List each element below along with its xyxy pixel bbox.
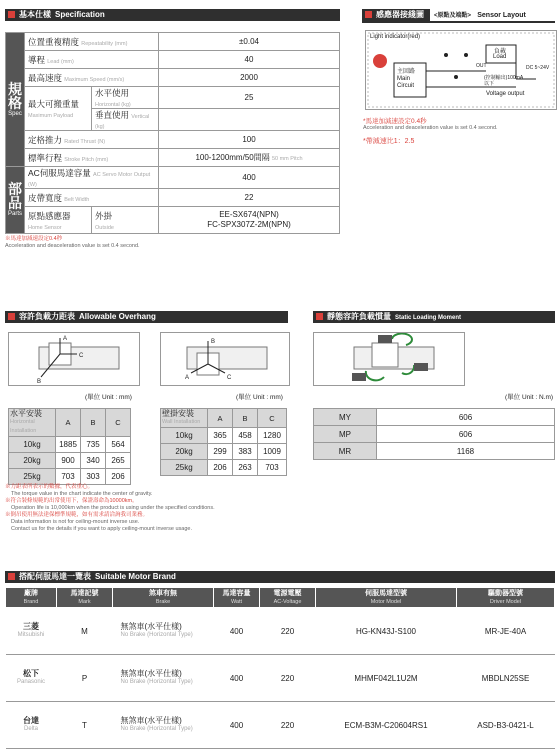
table-row: 松下 Panasonic P 無煞車(水平仕樣) No Brake (Horizontal Type) 400 220 MHMF042L1U2M MBDLN25SE bbox=[6, 655, 555, 702]
header-marker-icon bbox=[8, 313, 15, 320]
horizontal-overhang-diagram bbox=[8, 332, 140, 386]
svg-text:C: C bbox=[227, 375, 232, 381]
parts-side-label: 部品 Parts bbox=[6, 167, 25, 234]
svg-text:A: A bbox=[63, 336, 68, 342]
spec-value: 25 bbox=[159, 87, 340, 109]
red-indicator-icon bbox=[373, 54, 387, 68]
static-moment-diagram bbox=[313, 332, 465, 386]
static-header: 靜態容許負載慣量 Static Loading Moment bbox=[313, 311, 555, 323]
table-row: 20kg 299 383 1009 bbox=[161, 444, 287, 460]
table-row: 25kg 703 303 206 bbox=[9, 469, 131, 485]
table-row: 10kg 1885 735 564 bbox=[9, 437, 131, 453]
spec-value: ±0.04 bbox=[159, 33, 340, 51]
overhang-unit: (單位 Unit : mm) bbox=[236, 394, 283, 401]
spec-row-label: 皮帶寬度 Belt Width bbox=[25, 189, 159, 207]
table-row: 25kg 206 263 703 bbox=[161, 460, 287, 476]
spec-value: 100 bbox=[159, 131, 340, 149]
sensor-header: 感應器接綫圖 <原點及端點> Sensor Layout bbox=[362, 9, 555, 23]
header-marker-icon bbox=[8, 573, 15, 580]
spec-row-label: 垂直使用 Vertical (kg) bbox=[92, 109, 159, 131]
spec-value bbox=[159, 109, 340, 131]
spec-row-label: 原點感應器 Home Sensor bbox=[25, 207, 92, 234]
overhang-notes: ※力距表所表示的數據，代表重心。 The torque value in the chart indicate the center of gravity. ※符合裝條規範的出常使用下，保證壽命為10000km。 Operation life is 10,000km when the product is using under the specified conditions. ※倒吊使用無法達保標準規範，如有需求請洽詢我司業務。 Data information is not for ceiling-mount inverse use. Contact us for the details if you want to apply ceiling-mount inverse usage. bbox=[5, 484, 215, 532]
spec-row-label: 標準行程 Stroke Pitch (mm) bbox=[25, 149, 159, 167]
table-row: 20kg 900 340 265 bbox=[9, 453, 131, 469]
spec-header: 基本仕樣 Specification bbox=[5, 9, 340, 21]
motor-header: 搭配伺服馬達一覽表 Suitable Motor Brand bbox=[5, 571, 555, 583]
spec-note: ※馬達加減速設定0.4秒 Acceleration and deaceleration value is set 0.4 second. bbox=[5, 236, 140, 249]
spec-value: 2000 bbox=[159, 69, 340, 87]
spec-value: 40 bbox=[159, 51, 340, 69]
header-marker-icon bbox=[8, 11, 15, 18]
table-title: 壁掛安裝 Wall Installation bbox=[161, 409, 208, 428]
svg-text:A: A bbox=[185, 375, 190, 381]
overhang-unit: (單位 Unit : mm) bbox=[85, 394, 132, 401]
svg-text:B: B bbox=[37, 379, 42, 385]
spec-value: 400 bbox=[159, 167, 340, 189]
table-title: 水平安裝 Horizontal Installation bbox=[9, 409, 56, 437]
spec-outside-label: 外掛 Outside bbox=[92, 207, 159, 234]
spec-payload-label: 最大可搬重量 Maximum Payload bbox=[25, 87, 92, 131]
spec-table bbox=[5, 32, 340, 234]
static-table bbox=[313, 408, 555, 460]
sensor-notes: *馬達加減速設定0.4秒 Acceleration and deaceleration value is set 0.4 second. *帶減速比1：2.5 bbox=[363, 118, 498, 145]
spec-row-label: 最高速度 Maximum Speed (mm/s) bbox=[25, 69, 159, 87]
svg-text:C: C bbox=[79, 353, 84, 359]
table-row: MP 606 bbox=[314, 426, 555, 443]
table-row: MY 606 bbox=[314, 409, 555, 426]
overhang-header: 容許負載力距表 Allowable Overhang bbox=[5, 311, 288, 323]
wall-install-table: 壁掛安裝 Wall Installation A B C 10kg 365 458 1280 20kg 299 383 1009 25kg 206 263 703 bbox=[160, 408, 287, 476]
table-row: MR 1168 bbox=[314, 443, 555, 460]
header-marker-icon bbox=[365, 11, 372, 18]
spec-row-label: 水平使用 Horizontal (kg) bbox=[92, 87, 159, 109]
spec-row-label: 導程 Lead (mm) bbox=[25, 51, 159, 69]
table-row: 三菱 Mitsubishi M 無煞車(水平仕樣) No Brake (Horizontal Type) 400 220 HG-KN43J-S100 MR-JE-40A bbox=[6, 608, 555, 655]
spec-side-label: 規格 Spec bbox=[6, 33, 25, 167]
spec-row-label: AC伺服馬達容量 AC Servo Motor Output (W) bbox=[25, 167, 159, 189]
motor-table: 廠牌 Brand 馬達記號 Mark 煞車有無 Brake 馬達容量 Watt 電源電壓 AC-Voltage 伺服馬達型號 Motor Model 驅動器型號 Driver Model 三菱 Mitsubishi M 無煞車(水平仕樣) No Brake (Horizontal Type) 400 220 HG-KN43J-S100 MR-JE-40A 松下 Panasonic P 無煞車(水平仕樣) No Brake (Horizontal Type) 400 220 MHMF042L1U2M MBDLN25SE 台達 Delta T 無煞車(水平仕樣) No Brake (Horizontal Type) 400 220 ECM-B3M-C20604RS1 ASD-B3-0421-L bbox=[5, 587, 555, 749]
table-row: 10kg 365 458 1280 bbox=[161, 428, 287, 444]
svg-text:B: B bbox=[211, 339, 216, 345]
spec-value: 22 bbox=[159, 189, 340, 207]
spec-row-label: 位置重複精度 Repeatability (mm) bbox=[25, 33, 159, 51]
header-marker-icon bbox=[316, 313, 323, 320]
spec-row-label: 定格推力 Rated Thrust (N) bbox=[25, 131, 159, 149]
spec-value: 100-1200mm/50間隔 50 mm Pitch bbox=[159, 149, 340, 167]
sensor-wiring-diagram: Light indicator(red) 主回路 Main Circuit 負載 Load OUT DC 5~24V (控制輸出)100mA以下 Voltage output bbox=[365, 30, 557, 110]
horizontal-install-table: 水平安裝 Horizontal Installation A B C 10kg 1885 735 564 20kg 900 340 265 25kg 703 303 206 bbox=[8, 408, 131, 485]
spec-value: EE-SX674(NPN) FC-SPX307Z-2M(NPN) bbox=[159, 207, 340, 234]
wall-overhang-diagram bbox=[160, 332, 290, 386]
table-row: 台達 Delta T 無煞車(水平仕樣) No Brake (Horizontal Type) 400 220 ECM-B3M-C20604RS1 ASD-B3-0421-L bbox=[6, 702, 555, 749]
static-unit: (單位 Unit : N.m) bbox=[505, 394, 554, 401]
